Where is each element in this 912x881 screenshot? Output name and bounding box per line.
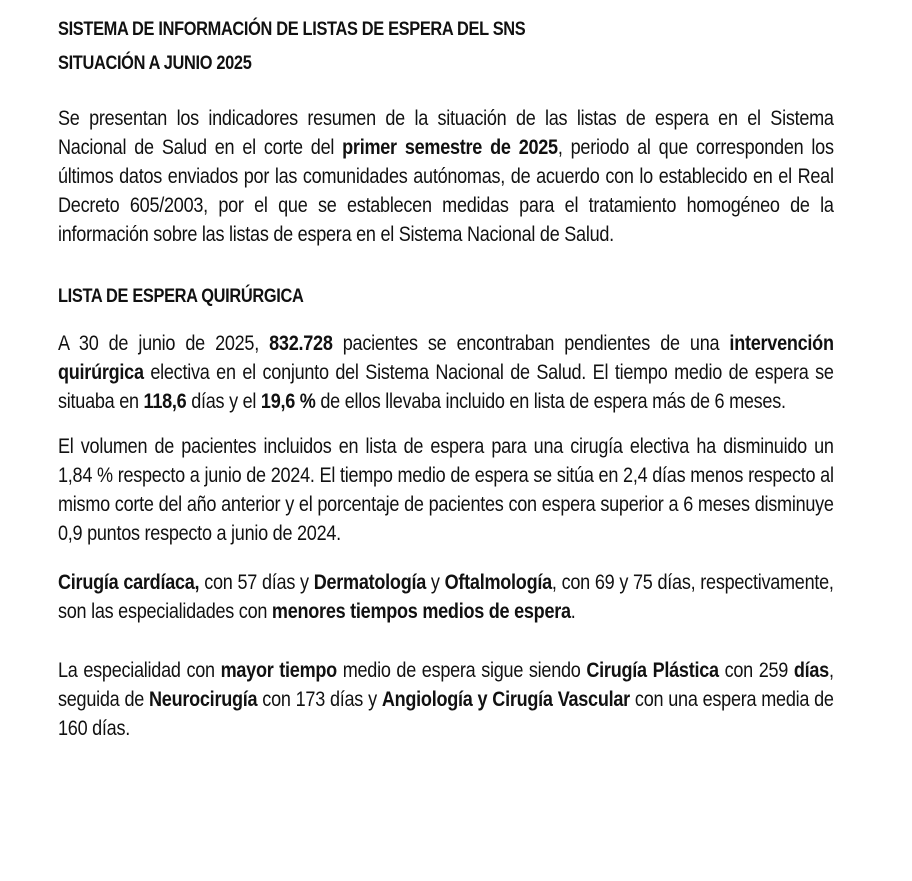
p1-bold-days: 118,6: [143, 390, 187, 413]
title-line-1: SISTEMA DE INFORMACIÓN DE LISTAS DE ESPERA DEL SNS: [58, 18, 526, 40]
p4-bold-angiology: Angiología y Cirugía Vascular: [381, 688, 630, 711]
p1-text-3: electiva en el conjunto del Sistema Nacional de Salud. El tiempo medio de espera se situaba en: [58, 361, 834, 413]
p3-bold-lowest-times: menores tiempos medios de espera: [271, 600, 571, 623]
p4-text-2: medio de espera sigue siendo: [336, 659, 587, 682]
p3-text-2: y: [426, 571, 445, 594]
p3-text-4: .: [570, 600, 576, 623]
p3-text-1: con 57 días y: [199, 571, 314, 594]
shortest-wait-paragraph: [58, 568, 834, 626]
intro-bold-1: primer semestre de 2025: [342, 136, 558, 159]
p4-bold-days: días: [793, 659, 829, 682]
p3-bold-dermatology: Dermatología: [313, 571, 427, 594]
intro-paragraph: [58, 104, 834, 249]
p3-text-3: , con 69 y 75 días, respectivamente, son las especialidades con: [58, 571, 834, 623]
p1-text-1: A 30 de junio de 2025,: [58, 332, 270, 355]
p1-bold-intervention: intervención quirúrgica: [58, 332, 834, 384]
title-line-2: SITUACIÓN A JUNIO 2025: [58, 52, 252, 74]
p1-text-4: días y el: [186, 390, 261, 413]
section-heading-surgical-waitlist: LISTA DE ESPERA QUIRÚRGICA: [58, 285, 304, 307]
surgical-summary-paragraph: [58, 329, 834, 416]
p3-bold-ophthalmology: Oftalmología: [444, 571, 552, 594]
p3-bold-cardiac: Cirugía cardíaca,: [58, 571, 200, 594]
p1-text-2: pacientes se encontraban pendientes de una: [332, 332, 730, 355]
p4-text-3: con 259: [718, 659, 794, 682]
p1-text-5: de ellos llevaba incluido en lista de espera más de 6 meses.: [315, 390, 786, 413]
p4-bold-plastic-surgery: Cirugía Plástica: [586, 659, 719, 682]
p4-text-6: con una espera media de 160 días.: [58, 688, 834, 740]
p4-text-5: con 173 días y: [257, 688, 382, 711]
p1-bold-percent: 19,6 %: [260, 390, 316, 413]
p1-bold-patients: 832.728: [269, 332, 333, 355]
document-title: [58, 14, 834, 78]
p4-text-4: , seguida de: [58, 659, 834, 711]
intro-text-1: Se presentan los indicadores resumen de la situación de las listas de espera en el Sistema Nacional de Salud en el corte del: [58, 107, 834, 159]
p4-bold-neurosurgery: Neurocirugía: [149, 688, 258, 711]
p4-text-1: La especialidad con: [58, 659, 221, 682]
intro-text-2: , periodo al que corresponden los últimos datos enviados por las comunidades autónomas, de acuerdo con lo establecido en el Real Decreto 605/2003, por el que se establecen medidas para el tratamiento homogéneo de la información sobre las listas de espera en el Sistema Nacional de Salud.: [58, 136, 834, 246]
p4-bold-highest-time: mayor tiempo: [220, 659, 337, 682]
longest-wait-paragraph: [58, 656, 834, 743]
volume-change-paragraph: [58, 432, 834, 548]
p2-text-1: El volumen de pacientes incluidos en lista de espera para una cirugía electiva ha disminuido un 1,84 % respecto a junio de 2024. El tiempo medio de espera se sitúa en 2,4 días menos respecto al mismo corte del año anterior y el porcentaje de pacientes con espera superior a 6 meses disminuye 0,9 puntos respecto a junio de 2024.: [58, 435, 834, 545]
